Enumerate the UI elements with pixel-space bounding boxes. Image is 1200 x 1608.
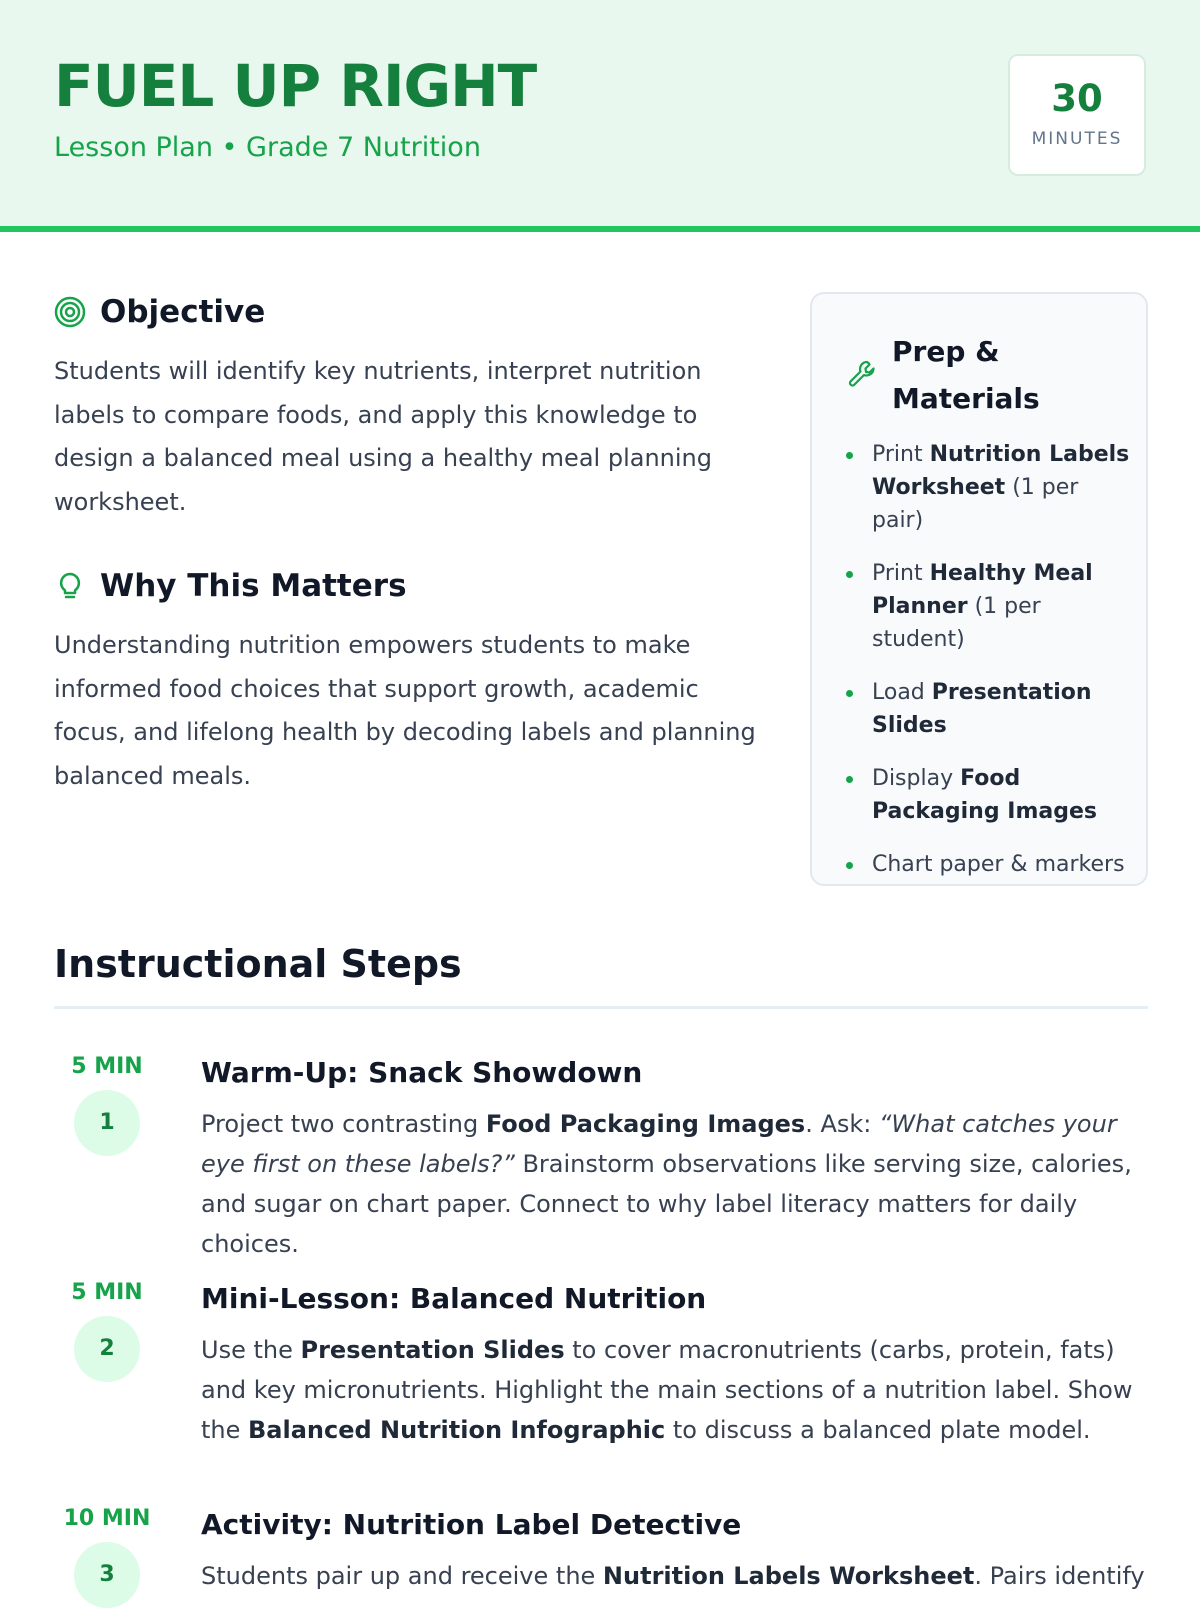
step-description: Use the Presentation Slides to cover macronutrients (carbs, protein, fats) and key micronutrients. Highlight the main sections of a nutrition label. Show the Balanced Nutrition Infographic to discuss a balanced plate model. — [201, 1336, 1133, 1444]
wrench-icon — [846, 358, 878, 390]
step-time: 5 MIN — [71, 1054, 143, 1079]
steps-heading: Instructional Steps — [54, 942, 462, 986]
list-item: Print Healthy Meal Planner (1 per student) — [844, 557, 1134, 656]
prep-heading: Prep & Materials — [892, 335, 1040, 415]
prep-materials-card — [810, 292, 1148, 886]
why-heading: Why This Matters — [100, 568, 407, 604]
step-title: Mini-Lesson: Balanced Nutrition — [201, 1282, 707, 1315]
step-number: 2 — [74, 1316, 140, 1382]
duration-badge — [1008, 54, 1146, 176]
list-item: Chart paper & markers — [844, 848, 1134, 881]
step-time: 5 MIN — [71, 1280, 143, 1305]
target-icon — [54, 296, 86, 328]
bullet-dot — [846, 452, 853, 459]
list-item: Print Nutrition Labels Worksheet (1 per pair) — [844, 438, 1134, 537]
list-item: Display Food Packaging Images — [844, 762, 1134, 828]
duration-value: 30 — [1051, 77, 1103, 120]
objective-heading: Objective — [100, 294, 266, 330]
prep-list — [844, 438, 1134, 901]
bullet-dot — [846, 690, 853, 697]
objective-text: Students will identify key nutrients, interpret nutrition labels to compare foods, and apply this knowledge to design a balanced meal using a healthy meal planning worksheet. — [54, 357, 712, 516]
step-description: Students pair up and receive the Nutrition Labels Worksheet. Pairs identify — [201, 1562, 1145, 1590]
step-time: 10 MIN — [63, 1506, 151, 1531]
why-heading-row — [54, 568, 407, 604]
lesson-header — [0, 0, 1200, 232]
list-item: Load Presentation Slides — [844, 676, 1134, 742]
divider — [54, 1006, 1148, 1009]
lightbulb-icon — [54, 570, 86, 602]
step-title: Warm-Up: Snack Showdown — [201, 1056, 643, 1089]
step-description: Project two contrasting Food Packaging Images. Ask: “What catches your eye first on these labels?” Brainstorm observations like serving size, calories, and sugar on chart paper. Connect to why label literacy matters for daily choices. — [201, 1110, 1132, 1258]
bullet-dot — [846, 862, 853, 869]
why-text: Understanding nutrition empowers students to make informed food choices that support growth, academic focus, and lifelong health by decoding labels and planning balanced meals. — [54, 631, 756, 790]
bullet-dot — [846, 571, 853, 578]
step-number: 3 — [74, 1542, 140, 1608]
objective-heading-row — [54, 294, 265, 330]
duration-unit: MINUTES — [1031, 129, 1123, 149]
page-title: FUEL UP RIGHT — [54, 52, 537, 120]
bullet-dot — [846, 776, 853, 783]
step-number: 1 — [74, 1090, 140, 1156]
page-subtitle: Lesson Plan • Grade 7 Nutrition — [54, 132, 481, 163]
step-title: Activity: Nutrition Label Detective — [201, 1508, 742, 1541]
